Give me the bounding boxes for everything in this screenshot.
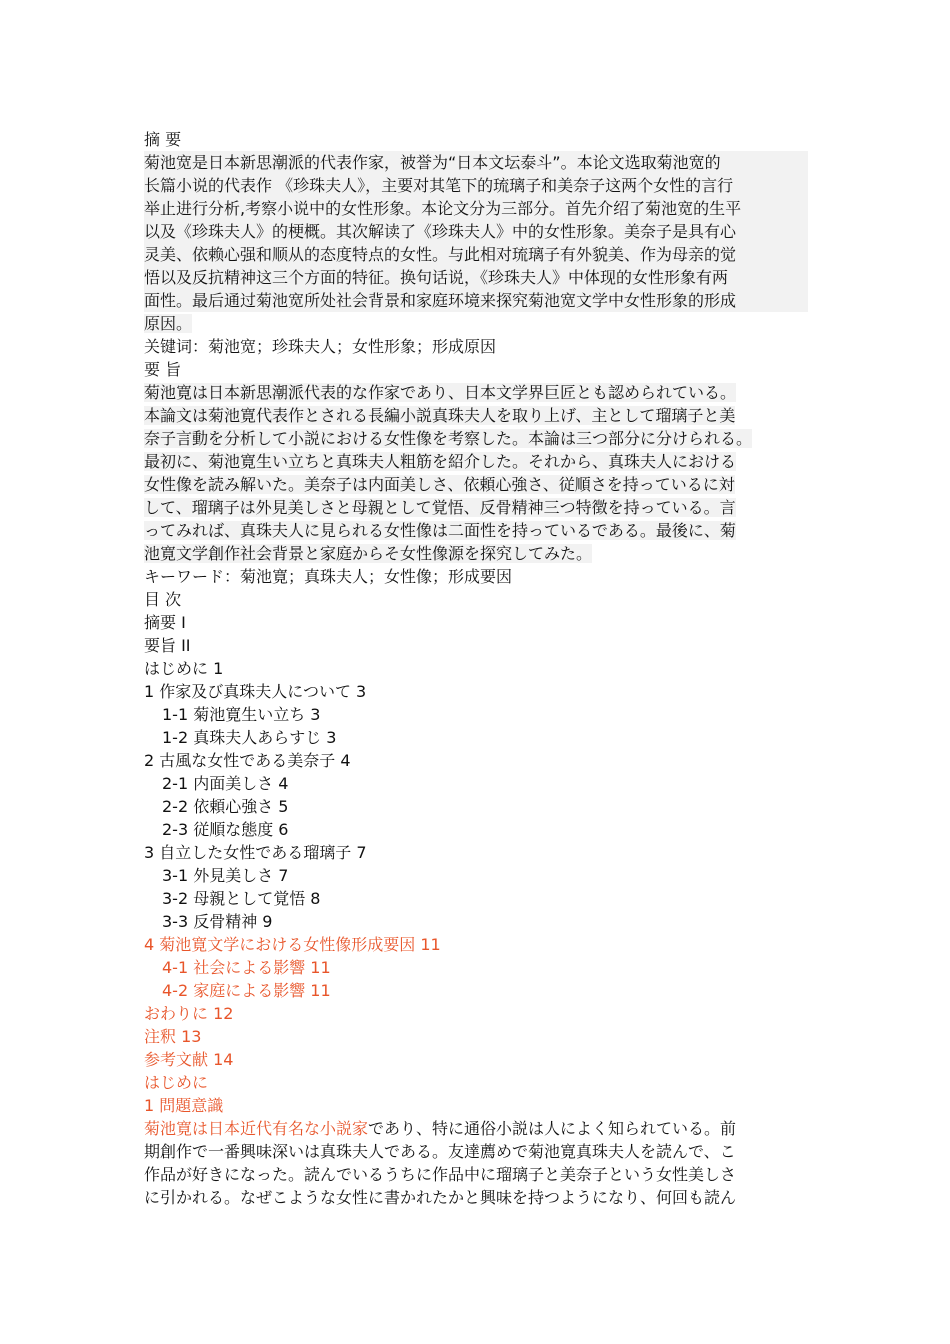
toc-item: 3 自立した女性である瑠璃子 7 (144, 843, 367, 862)
toc-item: 1-2 真珠夫人あらすじ 3 (162, 728, 337, 747)
abstract-line: 原因。 (144, 314, 193, 333)
intro-line: 期創作で一番興味深いは真珠夫人である。友達薦めで菊池寛真珠夫人を読んで、こ (144, 1142, 736, 1161)
youshi-keywords: キーワード：菊池寛；真珠夫人；女性像；形成要因 (144, 567, 513, 586)
abstract-body (144, 151, 808, 335)
toc-item: 2-2 依頼心強さ 5 (162, 797, 289, 816)
toc-item: 2-3 従順な態度 6 (162, 820, 289, 839)
toc-item: 要旨 II (144, 636, 191, 655)
abstract-line: 以及《珍珠夫人》的梗概。其次解读了《珍珠夫人》中的女性形象。美奈子是具有心 (144, 220, 808, 243)
abstract-line: 长篇小说的代表作 《珍珠夫人》，主要对其笔下的琉璃子和美奈子这两个女性的言行 (144, 174, 808, 197)
abstract-line: 面性。最后通过菊池宽所处社会背景和家庭环境来探究菊池宽文学中女性形象的形成 (144, 289, 808, 312)
toc-item: はじめに 1 (144, 659, 224, 678)
youshi-line: 菊池寛は日本新思潮派代表的な作家であり、日本文学界巨匠とも認められている。 (144, 383, 737, 402)
toc-item: おわりに 12 (144, 1004, 234, 1023)
toc-item: 4 菊池寛文学における女性像形成要因 11 (144, 935, 441, 954)
youshi-line: 奈子言動を分析して小説における女性像を考察した。本論は三つ部分に分けられる。 (144, 429, 753, 448)
toc-item: 4-1 社会による影響 11 (162, 958, 331, 977)
toc-list (144, 611, 808, 1071)
youshi-line: ってみれば、真珠夫人に見られる女性像は二面性を持っているである。最後に、菊 (144, 521, 736, 540)
toc-item: 4-2 家庭による影響 11 (162, 981, 331, 1000)
intro-heading: はじめに (144, 1073, 209, 1092)
toc-heading: 目 次 (144, 590, 182, 609)
toc-item: 2-1 内面美しさ 4 (162, 774, 289, 793)
intro-line: に引かれる。なぜこような女性に書かれたかと興味を持つようになり、何回も読ん (144, 1188, 737, 1207)
intro-first-line (144, 1117, 808, 1140)
toc-item: 3-3 反骨精神 9 (162, 912, 273, 931)
youshi-line: 最初に、菊池寛生い立ちと真珠夫人粗筋を紹介した。それから、真珠夫人における (144, 452, 737, 471)
youshi-line: して、瑠璃子は外見美しさと母親として覚悟、反骨精神三つ特徴を持っている。言 (144, 498, 736, 517)
intro-red-phrase: 菊池寛は日本近代有名な小説家 (144, 1119, 369, 1138)
abstract-line: 举止进行分析,考察小说中的女性形象。本论文分为三部分。首先介绍了菊池宽的生平 (144, 197, 808, 220)
intro-line: 作品が好きになった。読んでいるうちに作品中に瑠璃子と美奈子という女性美しさ (144, 1165, 737, 1184)
toc-item: 3-2 母親として覚悟 8 (162, 889, 321, 908)
toc-item: 摘要 I (144, 613, 186, 632)
toc-item: 1 作家及び真珠夫人について 3 (144, 682, 367, 701)
abstract-heading: 摘 要 (144, 130, 182, 149)
abstract-line: 菊池宽是日本新思潮派的代表作家，被誉为“日本文坛泰斗”。本论文选取菊池宽的 (144, 151, 808, 174)
abstract-line: 悟以及反抗精神这三个方面的特征。换句话说，《珍珠夫人》中体现的女性形象有两 (144, 266, 808, 289)
youshi-line: 池寛文学創作社会背景と家庭からそ女性像源を探究してみた。 (144, 544, 593, 563)
toc-item: 注釈 13 (144, 1027, 202, 1046)
abstract-line: 灵美、依赖心强和顺从的态度特点的女性。与此相对琉璃子有外貌美、作为母亲的觉 (144, 243, 808, 266)
abstract-keywords: 关键词：菊池宽；珍珠夫人；女性形象；形成原因 (144, 337, 497, 356)
intro-subheading: 1 問題意識 (144, 1096, 224, 1115)
toc-item: 3-1 外見美しさ 7 (162, 866, 289, 885)
document-page (144, 128, 808, 1209)
toc-item: 1-1 菊池寛生い立ち 3 (162, 705, 321, 724)
toc-item: 参考文献 14 (144, 1050, 234, 1069)
youshi-body (144, 381, 808, 565)
youshi-line: 本論文は菊池寛代表作とされる長編小説真珠夫人を取り上げ、主として瑠璃子と美 (144, 406, 736, 425)
youshi-line: 女性像を読み解いた。美奈子は内面美しさ、依頼心強さ、従順さを持っているに対 (144, 475, 735, 494)
toc-item: 2 古風な女性である美奈子 4 (144, 751, 351, 770)
intro-first-line-rest: であり、特に通俗小説は人によく知られている。前 (368, 1119, 737, 1138)
youshi-heading: 要 旨 (144, 360, 182, 379)
